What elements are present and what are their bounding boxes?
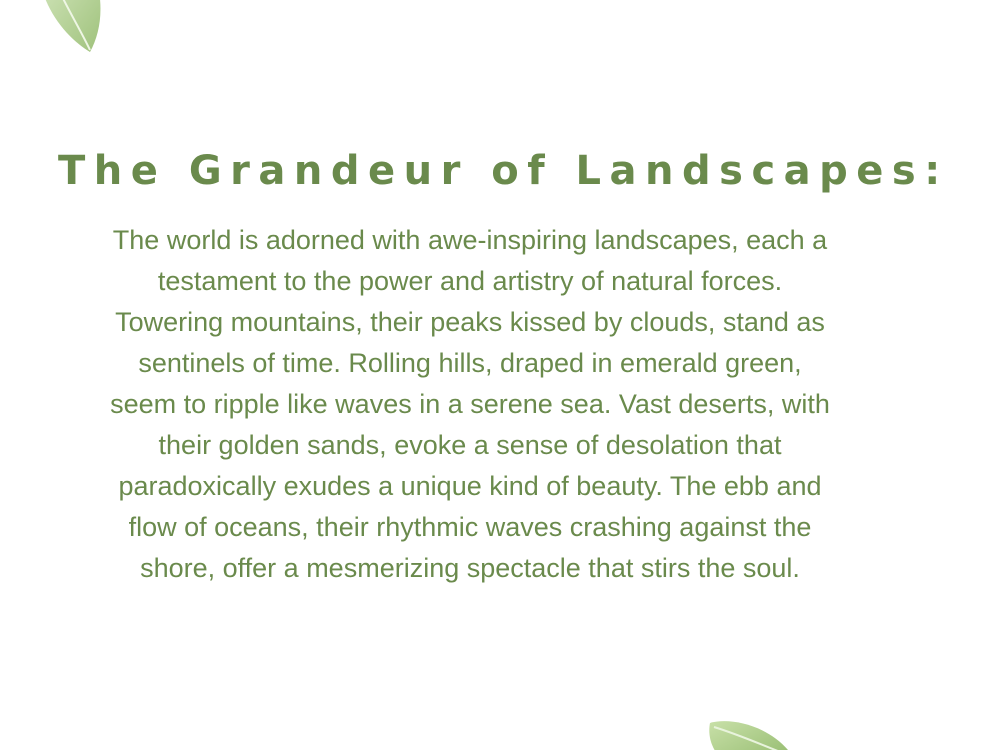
paragraph-line: The world is adorned with awe-inspiring landscapes, each a	[112, 225, 828, 255]
paragraph-line: seem to ripple like waves in a serene sea. Vast deserts, with	[110, 389, 830, 419]
paragraph-line: Towering mountains, their peaks kissed by clouds, stand as	[115, 307, 825, 337]
leaf-icon	[30, 0, 110, 55]
paragraph-line: paradoxically exudes a unique kind of beauty. The ebb and	[118, 471, 822, 501]
page-title: The Grandeur of Landscapes:	[58, 148, 949, 194]
paragraph-line: flow of oceans, their rhythmic waves crashing against the	[128, 512, 812, 542]
paragraph-line: their golden sands, evoke a sense of desolation that	[158, 430, 782, 460]
paragraph-line: sentinels of time. Rolling hills, draped in emerald green,	[138, 348, 802, 378]
body-paragraph	[40, 220, 900, 589]
paragraph-line: testament to the power and artistry of natural forces.	[157, 266, 783, 296]
leaf-icon	[700, 715, 800, 750]
paragraph-line: shore, offer a mesmerizing spectacle that stirs the soul.	[140, 553, 800, 583]
